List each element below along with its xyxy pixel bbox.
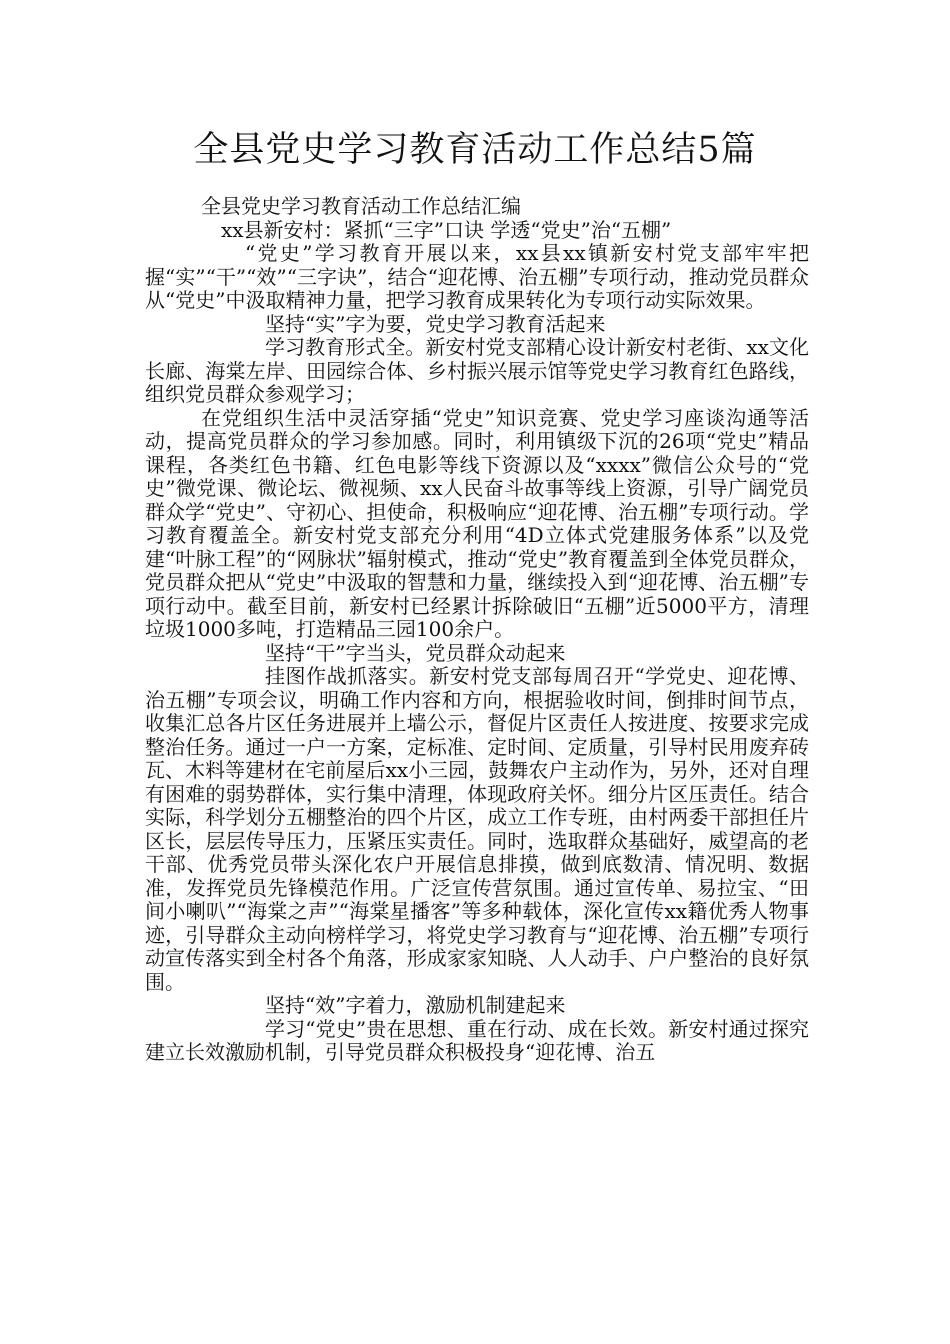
body-paragraph: “党史”学习教育开展以来，xx县xx镇新安村党支部牢牢把握“实”“干”“效”“三字诀”，结合“迎花博、治五棚”专项行动，推动党员群众从“党史”中汲取精神力量，把学习教育成果转化为专项行动实际效果。: [145, 241, 809, 312]
body-paragraph: 全县党史学习教育活动工作总结汇编: [201, 194, 521, 218]
body-paragraph: 坚持“效”字着力，激励机制建起来: [265, 993, 566, 1017]
body-paragraph: 坚持“干”字当头，党员群众动起来: [265, 640, 566, 665]
document-body: [145, 195, 809, 1065]
body-paragraph: 学习“党史”贵在思想、重在行动、成在长效。新安村通过探究建立长效激励机制，引导党员群众积极投身“迎花博、治五: [145, 1016, 809, 1064]
body-paragraph: 学习教育形式全。新安村党支部精心设计新安村老街、xx文化长廊、海棠左岸、田园综合体、乡村振兴展示馆等党史学习教育红色路线，组织党员群众参观学习；: [145, 335, 809, 406]
body-paragraph: 挂图作战抓落实。新安村党支部每周召开“学党史、迎花博、治五棚”专项会议，明确工作内容和方向，根据验收时间，倒排时间节点，收集汇总各片区任务进展并上墙公示，督促片区责任人按进度、按要求完成整治任务。通过一户一方案，定标准、定时间、定质量，引导村民用废弃砖瓦、木料等建材在宅前屋后xx小三园，鼓舞农户主动作为，另外，还对自理有困难的弱势群体，实行集中清理，体现政府关怀。细分片区压责任。结合实际，科学划分五棚整治的四个片区，成立工作专班，由村两委干部担任片区长，层层传导压力，压紧压实责任。同时，选取群众基础好，威望高的老干部、优秀党员带头深化农户开展信息排摸，做到底数清、情况明、数据准，发挥党员先锋模范作用。广泛宣传营氛围。通过宣传单、易拉宝、“田间小喇叭”“海棠之声”“海棠星播客”等多种载体，深化宣传xx籍优秀人物事迹，引导群众主动向榜样学习，将党史学习教育与“迎花博、治五棚”专项行动宣传落实到全村各个角落，形成家家知晓、人人动手、户户整治的良好氛围。: [145, 664, 809, 994]
body-paragraph: 在党组织生活中灵活穿插“党史”知识竞赛、党史学习座谈沟通等活动，提高党员群众的学习参加感。同时，利用镇级下沉的26项“党史”精品课程，各类红色书籍、红色电影等线下资源以及“xxxx”微信公众号的“党史”微党课、微论坛、微视频、xx人民奋斗故事等线上资源，引导广阔党员群众学“党史”、守初心、担使命，积极响应“迎花博、治五棚”专项行动。学习教育覆盖全。新安村党支部充分利用“4D立体式党建服务体系”以及党建“叶脉工程”的“网脉状”辐射模式，推动“党史”教育覆盖到全体党员群众，党员群众把从“党史”中汲取的智慧和力量，继续投入到“迎花博、治五棚”专项行动中。截至目前，新安村已经累计拆除破旧“五棚”近5000平方，清理垃圾1000多吨，打造精品三园100余户。: [145, 405, 809, 641]
document-title: 全县党史学习教育活动工作总结5篇: [193, 130, 757, 170]
body-paragraph: xx县新安村：紧抓“三字”口诀 学透“党史”治“五棚”: [221, 217, 672, 242]
body-paragraph: 坚持“实”字为要，党史学习教育活起来: [265, 311, 606, 336]
